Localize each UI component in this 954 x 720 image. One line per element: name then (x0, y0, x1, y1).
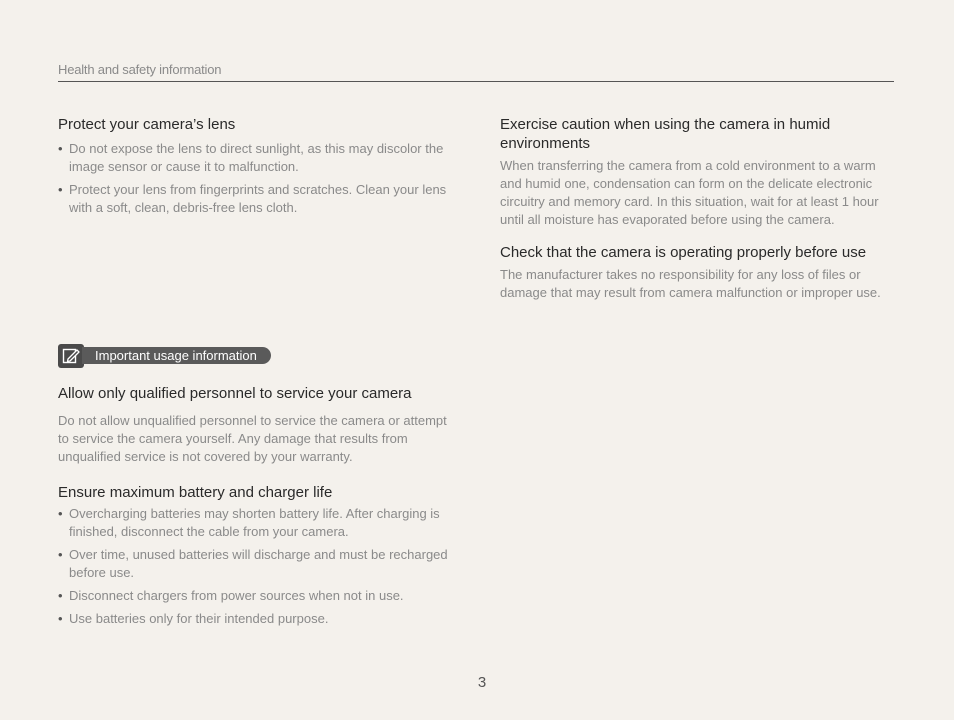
list-item: • Do not expose the lens to direct sunlight, as this may discolor the image sensor or cause it to malfunction. (58, 141, 444, 174)
humid-heading: Exercise caution when using the camera in humid environments (500, 116, 831, 152)
note-label: Important usage information (82, 347, 271, 364)
usage-info-section (58, 344, 458, 642)
service-body: Do not allow unqualified personnel to service the camera or attempt to service the camera yourself. Any damage that results from unqualified service is not covered by your warranty. (58, 413, 447, 464)
service-heading: Allow only qualified personnel to service your camera (58, 385, 412, 402)
battery-bullet-list (58, 505, 458, 628)
page-header (58, 61, 894, 82)
bullet-icon: • (58, 547, 63, 562)
list-item: • Protect your lens from fingerprints and scratches. Clean your lens with a soft, clean, debris-free lens cloth. (58, 182, 447, 215)
note-pencil-icon (58, 344, 84, 368)
lens-section (58, 115, 458, 222)
operation-section (500, 243, 900, 302)
battery-section (58, 483, 458, 628)
bullet-icon: • (58, 182, 63, 197)
list-item: • Disconnect chargers from power sources when not in use. (58, 588, 404, 603)
service-section (58, 384, 458, 466)
note-badge (58, 344, 458, 370)
page-number: 3 (477, 674, 487, 691)
bullet-icon: • (58, 588, 63, 603)
battery-heading: Ensure maximum battery and charger life (58, 484, 333, 501)
humid-body: When transferring the camera from a cold environment to a warm and humid one, condensation can form on the delicate electronic circuitry and memory card. In this situation, wait for at least 1 hour until all moisture has evaporated before using the camera. (500, 158, 879, 227)
humid-section (500, 115, 900, 229)
right-column (500, 115, 900, 316)
bullet-icon: • (58, 506, 63, 521)
bullet-icon: • (58, 611, 63, 626)
list-item: • Use batteries only for their intended purpose. (58, 611, 329, 626)
list-item: • Overcharging batteries may shorten battery life. After charging is finished, disconnect the cable from your camera. (58, 506, 440, 539)
operation-body: The manufacturer takes no responsibility for any loss of files or damage that may result from camera malfunction or improper use. (500, 267, 881, 300)
lens-heading: Protect your camera’s lens (58, 116, 236, 133)
bullet-icon: • (58, 141, 63, 156)
operation-heading: Check that the camera is operating properly before use (500, 244, 867, 261)
lens-bullet-list (58, 140, 458, 217)
header-title: Health and safety information (58, 62, 222, 77)
list-item: • Over time, unused batteries will discharge and must be recharged before use. (58, 547, 448, 580)
